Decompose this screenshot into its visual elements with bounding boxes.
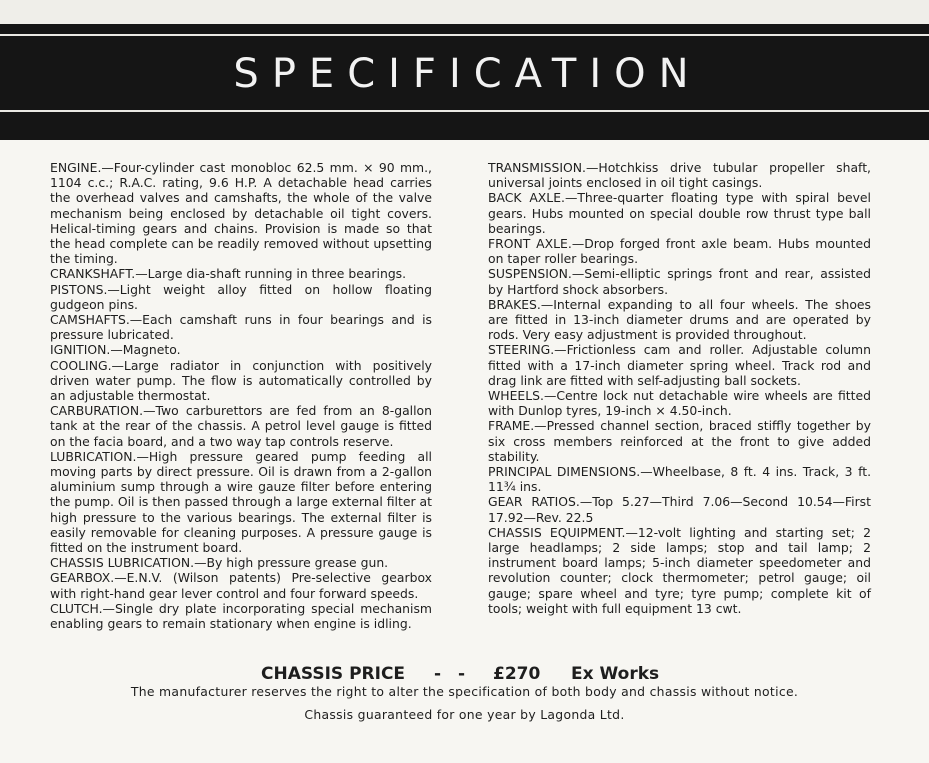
spec-heading: BRAKES.	[488, 296, 541, 312]
spec-heading: LUBRICATION.	[50, 448, 137, 464]
spec-item	[50, 312, 432, 342]
spec-body: Four-cylinder cast monobloc 62.5 mm. × 90 mm., 1104 c.c.; R.A.C. rating, 9.6 H.P. A detachable head carries the overhead valves and camshafts, the whole of the valve mechanism being enclosed by detachable oil tight covers. Helical-timing gears and chains. Provision is made so that the head complete can be readily removed without upsetting the timing.	[50, 160, 432, 267]
spec-item	[50, 570, 432, 600]
spec-item	[50, 601, 432, 631]
spec-heading: FRONT AXLE.	[488, 236, 572, 252]
spec-item	[488, 464, 871, 494]
spec-heading: COOLING.	[50, 357, 112, 373]
spec-item	[488, 190, 871, 236]
spec-heading: CLUTCH.	[50, 600, 103, 616]
spec-dash: —	[540, 296, 554, 312]
spec-item	[488, 236, 871, 266]
spec-body: Light weight alloy fitted on hollow floating gudgeon pins.	[50, 281, 432, 312]
guarantee-note: Chassis guaranteed for one year by Lagonda Ltd.	[304, 707, 625, 722]
spec-body: Large dia-shaft running in three bearings.	[147, 266, 407, 282]
spec-dash: —	[585, 160, 599, 175]
spec-item	[50, 342, 432, 357]
spec-item	[488, 297, 871, 343]
spec-body: Centre lock nut detachable wire wheels are fitted with Dunlop tyres, 19-inch × 4.50-inch.	[488, 388, 871, 419]
price-amount: £270	[493, 664, 541, 684]
spec-body: Internal expanding to all four wheels. The shoes are fitted in 13-inch diameter drums and are operated by rods. Very easy adjustment is provided throughout.	[488, 296, 871, 343]
spec-dash: —	[534, 418, 547, 434]
right-spec-column	[488, 160, 871, 616]
title-banner	[0, 24, 929, 140]
spec-dash: —	[640, 464, 653, 480]
spec-body: By high pressure grease gun.	[206, 555, 389, 571]
spec-heading: CAMSHAFTS.	[50, 312, 130, 328]
spec-heading: PISTONS.	[50, 281, 108, 297]
spec-body: Semi-elliptic springs front and rear, assisted by Hartford shock absorbers.	[488, 266, 871, 297]
spec-dash: —	[571, 236, 585, 252]
spec-heading: GEAR RATIOS.	[488, 494, 580, 510]
price-label: CHASSIS PRICE	[261, 664, 406, 684]
spec-dash: —	[111, 357, 124, 373]
spec-item	[50, 555, 432, 570]
spec-heading: FRAME.	[488, 418, 535, 434]
banner-rule-top	[0, 34, 929, 36]
spec-dash: —	[194, 555, 207, 571]
spec-dash: —	[136, 448, 149, 464]
spec-dash: —	[135, 266, 148, 282]
spec-dash: —	[101, 160, 114, 175]
spec-body: Large radiator in conjunction with positively driven water pump. The flow is automatically controlled by an adjustable thermostat.	[50, 357, 432, 404]
spec-heading: TRANSMISSION.	[488, 160, 586, 175]
spec-item	[488, 342, 871, 388]
spec-body: Hotchkiss drive tubular propeller shaft, universal joints enclosed in oil tight casings.	[488, 160, 871, 191]
spec-body: E.N.V. (Wilson patents) Pre-selective gearbox with right-hand gear lever control and four forward speeds.	[50, 570, 432, 601]
spec-body: Top 5.27—Third 7.06—Second 10.54—First 17.92—Rev. 22.5	[488, 494, 872, 525]
spec-heading: CHASSIS LUBRICATION.	[50, 555, 195, 571]
spec-body: Two carburettors are fed from an 8-gallon tank at the rear of the chassis. A petrol level gauge is fitted on the facia board, and a two way tap controls reserve.	[50, 403, 432, 449]
spec-dash: —	[625, 524, 638, 540]
spec-dash: —	[564, 190, 578, 206]
disclaimer-note: The manufacturer reserves the right to alter the specification of both body and chassis without notice.	[130, 684, 799, 699]
spec-item	[50, 282, 432, 312]
spec-body: Three-quarter floating type with spiral bevel gears. Hubs mounted on special double row thrust type ball bearings.	[488, 190, 871, 236]
spec-body: Each camshaft runs in four bearings and is pressure lubricated.	[50, 312, 432, 343]
spec-heading: STEERING.	[488, 342, 555, 358]
spec-body: 12-volt lighting and starting set; 2 large headlamps; 2 side lamps; stop and tail lamp; 2 instrument board lamps; 5-inch diameter speedometer and revolution counter; clock thermometer; petrol gauge; oil gauge; spare wheel and tyre; tyre pump; complete kit of tools; weight with full equipment 13 cwt.	[488, 524, 871, 616]
banner-rule-bottom	[0, 110, 929, 112]
spec-item	[50, 358, 432, 404]
spec-dash: —	[571, 266, 585, 282]
spec-dash: —	[143, 403, 156, 419]
spec-item	[488, 160, 871, 190]
price-dash: -	[458, 664, 466, 684]
spec-heading: SUSPENSION.	[488, 266, 572, 282]
spec-body: Magneto.	[122, 342, 181, 358]
spec-dash: —	[554, 342, 567, 358]
spec-heading: BACK AXLE.	[488, 190, 565, 206]
spec-dash: —	[102, 600, 115, 616]
chassis-price-line	[0, 662, 929, 686]
spec-body: Frictionless cam and roller. Adjustable column fitted with a 17-inch diameter spring wheel. Track rod and drag link are fitted with self-adjusting ball sockets.	[488, 342, 871, 388]
spec-item	[50, 160, 432, 266]
spec-item	[488, 418, 871, 464]
spec-heading: CRANKSHAFT.	[50, 266, 136, 282]
spec-item	[488, 494, 871, 524]
spec-body: Single dry plate incorporating special mechanism enabling gears to remain stationary when engine is idling.	[50, 600, 432, 632]
spec-item	[488, 525, 871, 616]
spec-heading: CARBURATION.	[50, 403, 144, 419]
spec-dash: —	[114, 570, 127, 586]
left-spec-column	[50, 160, 432, 631]
spec-dash: —	[110, 342, 123, 358]
spec-body: Drop forged front axle beam. Hubs mounted on taper roller bearings.	[488, 236, 871, 267]
spec-body: High pressure geared pump feeding all moving parts by direct pressure. Oil is drawn from a 2-gallon aluminium sump through a wire gauze filter before entering the pump. Oil is then passed through a large external filter at high pressure to the various bearings. The external filter is easily removable for cleaning purposes. A pressure gauge is fitted on the instrument board.	[50, 448, 432, 556]
spec-item	[488, 388, 871, 418]
spec-heading: WHEELS.	[488, 388, 544, 404]
spec-heading: ENGINE.	[50, 160, 102, 175]
spec-heading: CHASSIS EQUIPMENT.	[488, 524, 626, 540]
spec-dash: —	[107, 281, 120, 297]
spec-item	[50, 449, 432, 555]
spec-body: Wheelbase, 8 ft. 4 ins. Track, 3 ft. 11¾ ins.	[488, 464, 872, 495]
price-terms: Ex Works	[571, 664, 660, 684]
spec-heading: PRINCIPAL DIMENSIONS.	[488, 464, 641, 480]
spec-dash: —	[543, 388, 557, 404]
spec-heading: IGNITION.	[50, 342, 111, 358]
spec-body: Pressed channel section, braced stiffly together by six cross members reinforced at the front to give added stability.	[488, 418, 871, 464]
page-top-margin	[0, 0, 929, 24]
page-title: SPECIFICATION	[233, 51, 702, 97]
spec-item	[488, 266, 871, 296]
price-dash: -	[434, 664, 442, 684]
spec-item	[50, 266, 432, 281]
spec-heading: GEARBOX.	[50, 570, 115, 586]
spec-dash: —	[579, 494, 593, 510]
spec-item	[50, 403, 432, 449]
spec-dash: —	[129, 312, 143, 328]
